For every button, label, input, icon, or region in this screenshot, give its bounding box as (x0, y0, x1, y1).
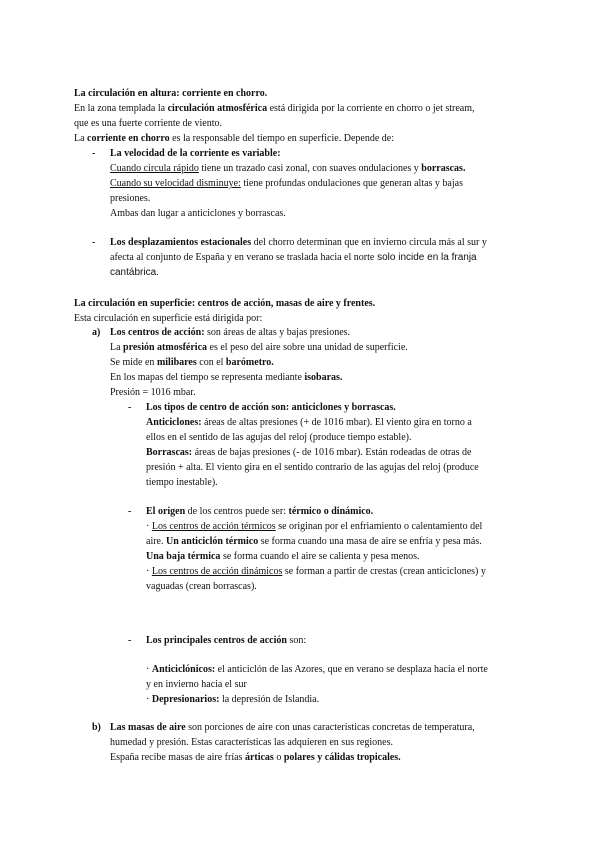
list-item-line: Las masas de aire son porciones de aire con unas características concretas de temperatura, (110, 722, 475, 733)
list-item-line: Se mide en milibares con el barómetro. (110, 357, 274, 368)
paragraph-line: En la zona templada la circulación atmosférica está dirigida por la corriente en chorro o jet stream, (74, 103, 475, 114)
list-item-line: humedad y presión. Estas características las adquieren en sus regiones. (110, 737, 393, 748)
list-item-line: vaguadas (crean borrascas). (146, 581, 257, 592)
paragraph-line: que es una fuerte corriente de viento. (74, 118, 222, 129)
list-dash: - (128, 506, 132, 517)
list-item-line: Los centros de acción: son áreas de altas y bajas presiones. (110, 327, 351, 338)
list-item-line: tiempo inestable). (146, 477, 218, 488)
list-item-line: Anticiclones: áreas de altas presiones (+ de 1016 mbar). El viento gira en torno a (146, 417, 472, 428)
list-item-line: · Anticiclónicos: el anticiclón de las Azores, que en verano se desplaza hacia el norte (146, 664, 488, 675)
list-item-line: En los mapas del tiempo se representa mediante isobaras. (110, 372, 343, 383)
list-item-line: Presión = 1016 mbar. (110, 387, 196, 398)
list-item-line: y en invierno hacia el sur (146, 679, 247, 690)
list-marker-b: b) (92, 722, 101, 733)
list-item-line: presión + alta. El viento gira en el sentido contrario de las agujas del reloj (produce (146, 462, 479, 473)
section-heading-altura: La circulación en altura: corriente en chorro. (74, 88, 268, 99)
list-item-line: Cuando su velocidad disminuye: tiene profundas ondulaciones que generan altas y bajas (110, 178, 463, 189)
paragraph-line: La corriente en chorro es la responsable del tiempo en superficie. Depende de: (74, 133, 394, 144)
list-item-title: La velocidad de la corriente es variable: (110, 148, 281, 159)
list-item-line: · Los centros de acción térmicos se originan por el enfriamiento o calentamiento del (146, 521, 483, 532)
list-item-line: · Los centros de acción dinámicos se forman a partir de crestas (crean anticiclones) y (146, 566, 486, 577)
list-item-line: Cuando circula rápido tiene un trazado casi zonal, con suaves ondulaciones y borrascas. (110, 163, 466, 174)
list-item-line: La presión atmosférica es el peso del aire sobre una unidad de superficie. (110, 342, 408, 353)
list-item-line: · Depresionarios: la depresión de Islandia. (146, 694, 320, 705)
list-item-line: ellos en el sentido de las agujas del reloj (produce tiempo estable). (146, 432, 412, 443)
list-item-line: cantábrica. (110, 267, 159, 278)
list-item-line: afecta al conjunto de España y en verano se traslada hacia el norte solo incide en la franja (110, 252, 477, 263)
list-item-title: Los tipos de centro de acción son: anticiclones y borrascas. (146, 402, 396, 413)
list-item-title: Los principales centros de acción son: (146, 635, 307, 646)
section-heading-superficie: La circulación en superficie: centros de acción, masas de aire y frentes. (74, 298, 376, 309)
list-item-line: Ambas dan lugar a anticiclones y borrascas. (110, 208, 286, 219)
list-item-line: Una baja térmica se forma cuando el aire se calienta y pesa menos. (146, 551, 420, 562)
list-marker-a: a) (92, 327, 101, 338)
list-dash: - (92, 237, 96, 248)
list-item-line: Los desplazamientos estacionales del chorro determinan que en invierno circula más al sur y (110, 237, 487, 248)
list-dash: - (128, 635, 132, 646)
list-item-line: Borrascas: áreas de bajas presiones (- de 1016 mbar). Están rodeadas de otras de (146, 447, 472, 458)
list-dash: - (128, 402, 132, 413)
list-item-line: presiones. (110, 193, 151, 204)
list-item-line: España recibe masas de aire frías árticas o polares y cálidas tropicales. (110, 752, 401, 763)
list-dash: - (92, 148, 96, 159)
list-item-line: El origen de los centros puede ser: térmico o dinámico. (146, 506, 374, 517)
paragraph-line: Esta circulación en superficie está dirigida por: (74, 313, 263, 324)
list-item-line: aire. Un anticiclón térmico se forma cuando una masa de aire se enfría y pesa más. (146, 536, 482, 547)
